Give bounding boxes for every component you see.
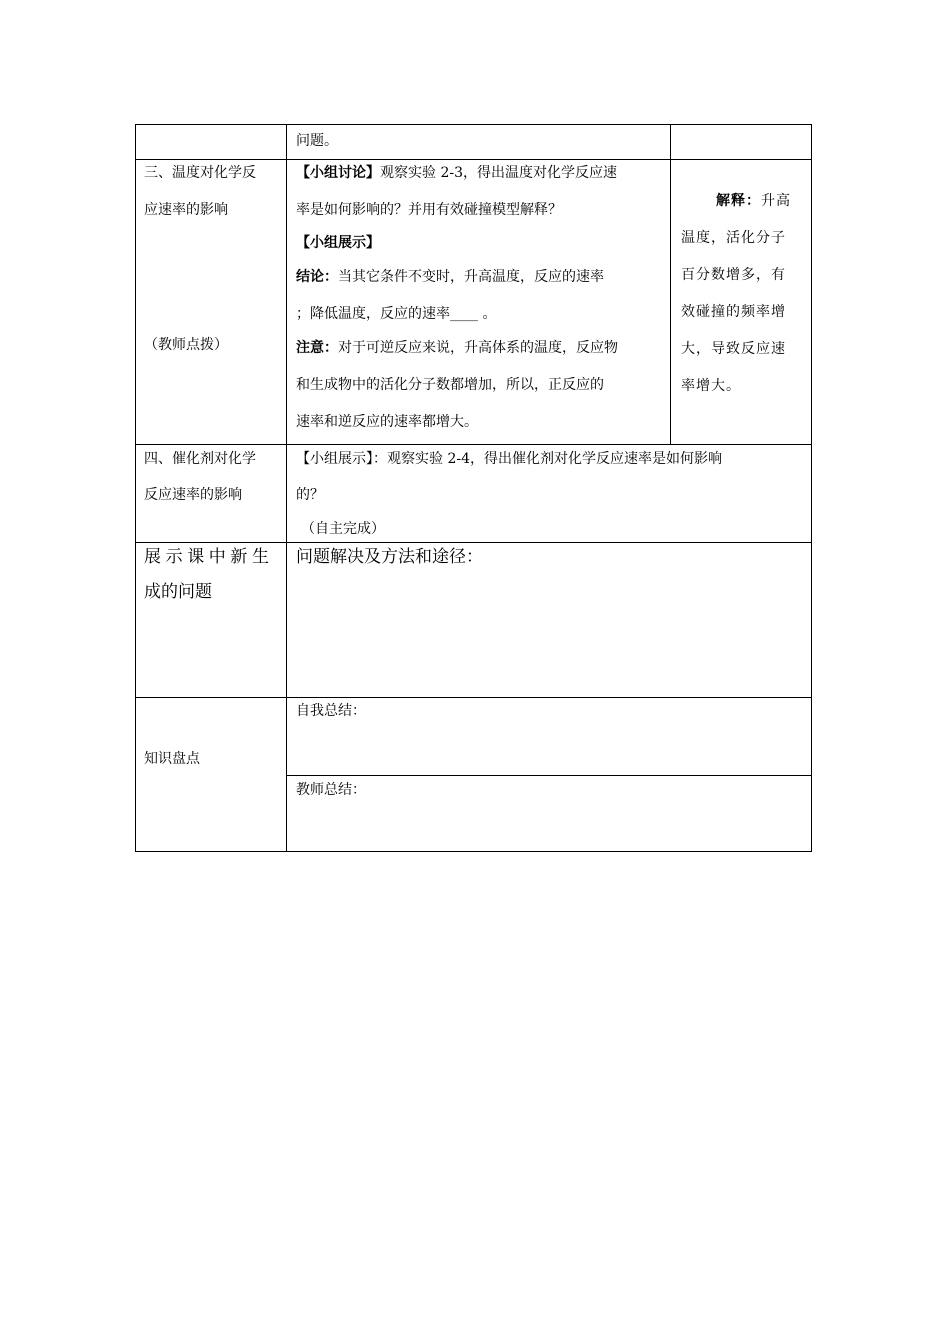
row2-right-cell bbox=[671, 160, 811, 444]
row2-mid-cell bbox=[287, 160, 670, 444]
row3-left-title-line1: 四、催化剂对化学 bbox=[144, 451, 256, 467]
row4-mid-cell bbox=[287, 543, 811, 697]
table-border-right bbox=[811, 124, 812, 852]
conclusion-text1: 当其它条件不变时，升高温度，反应的速率 bbox=[338, 269, 604, 285]
row3-left-cell bbox=[136, 445, 286, 542]
row2-left-title-line1: 三、温度对化学反 bbox=[144, 165, 256, 181]
row4-mid-text: 问题解决及方法和途径： bbox=[296, 547, 483, 567]
row4-left-title-line2: 成的问题 bbox=[144, 582, 212, 602]
explain-line5: 大，导致反应速 bbox=[681, 341, 786, 357]
explain-line4: 效碰撞的频率增 bbox=[681, 304, 786, 320]
row4-left-title-line1: 展示课中新生 bbox=[144, 547, 274, 567]
self-summary-cell bbox=[287, 698, 811, 775]
row3-mid-line1: 【小组展示】：观察实验 2-4，得出催化剂对化学反应速率是如何影响 bbox=[296, 451, 722, 467]
note-line1 bbox=[296, 341, 618, 355]
row2-left-note: （教师点拨） bbox=[144, 337, 228, 353]
teacher-summary-label: 教师总结： bbox=[296, 782, 366, 798]
table-border-bottom bbox=[135, 851, 812, 852]
explain-line3: 百分数增多，有 bbox=[681, 267, 786, 283]
row3-mid-line3: （自主完成） bbox=[301, 521, 385, 537]
note-text2: 和生成物中的活化分子数都增加，所以，正反应的 bbox=[296, 377, 604, 393]
row2-left-title-line2: 应速率的影响 bbox=[144, 202, 228, 218]
row3-left-title-line2: 反应速率的影响 bbox=[144, 487, 242, 503]
note-text3: 速率和逆反应的速率都增大。 bbox=[296, 414, 478, 430]
conclusion-line1 bbox=[296, 270, 604, 284]
explain-line6: 率增大。 bbox=[681, 378, 741, 394]
explain-label: 解释： bbox=[716, 193, 761, 209]
note-label: 注意： bbox=[296, 340, 338, 356]
conclusion-label: 结论： bbox=[296, 269, 338, 285]
explain-line1-tail: 升高 bbox=[761, 193, 791, 209]
discuss-text1: 观察实验 2-3，得出温度对化学反应速 bbox=[380, 165, 617, 181]
discuss-tag: 【小组讨论】 bbox=[296, 165, 380, 181]
discuss-text2: 率是如何影响的？并用有效碰撞模型解释？ bbox=[296, 202, 562, 218]
row3-mid-cell bbox=[287, 445, 811, 542]
self-summary-label: 自我总结： bbox=[296, 703, 366, 719]
explain-line1 bbox=[716, 194, 791, 208]
discuss-line1 bbox=[296, 166, 617, 180]
explain-line2: 温度，活化分子 bbox=[681, 230, 786, 246]
show-tag: 【小组展示】 bbox=[296, 235, 380, 251]
conclusion-text2: ；降低温度，反应的速率____ 。 bbox=[296, 306, 497, 322]
row2-left-cell bbox=[136, 160, 286, 444]
row4-left-cell bbox=[136, 543, 286, 697]
row1-cell bbox=[287, 125, 670, 159]
row5-left-cell bbox=[136, 698, 286, 851]
row1-mid-text: 问题。 bbox=[296, 133, 338, 149]
knowledge-review-label: 知识盘点 bbox=[144, 751, 200, 767]
row3-mid-line2: 的？ bbox=[296, 487, 324, 503]
note-text1: 对于可逆反应来说，升高体系的温度，反应物 bbox=[338, 340, 618, 356]
teacher-summary-cell bbox=[287, 776, 811, 851]
